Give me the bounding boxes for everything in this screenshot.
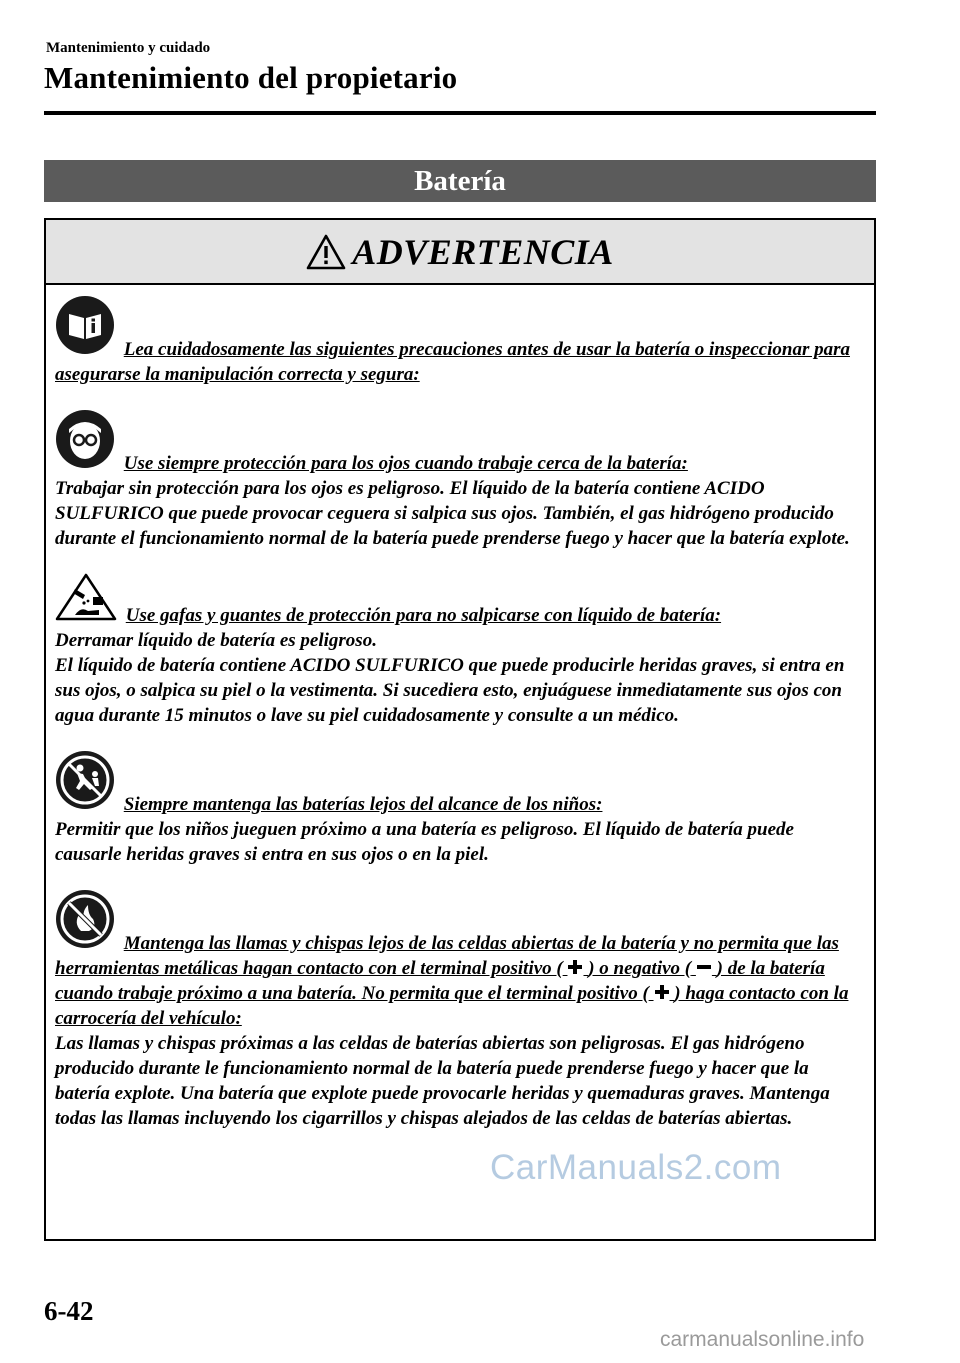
title-divider [44, 111, 876, 115]
eye-protection-icon [55, 409, 115, 469]
warning-item-no-flames [55, 889, 865, 1131]
warning-item-eye-protection [55, 409, 865, 551]
warning-item-heading: Lea cuidadosamente las siguientes precauciones antes de usar la batería o inspeccionar para asegurarse la manipulación correcta y segura: [55, 339, 850, 385]
warning-box [44, 218, 876, 1241]
warning-body [46, 285, 874, 1131]
acid-hazard-icon [55, 573, 117, 621]
watermark: CarManuals2.com [490, 1148, 782, 1187]
section-title: Batería [44, 160, 876, 202]
page-number: 6-42 [44, 1296, 94, 1326]
warning-triangle-icon [306, 234, 346, 270]
keep-children-away-icon [55, 750, 115, 810]
page-title: Mantenimiento del propietario [44, 60, 458, 95]
heading-part: ) o negativo ( [588, 958, 692, 979]
warning-item-description: Trabajar sin protección para los ojos es peligroso. El líquido de la batería contiene ACIDO SULFURICO que puede provocar ceguera si salpica sus ojos. También, el gas hidrógeno producido durante el funcionamiento normal de la batería puede prenderse fuego y hacer que la batería explote. [55, 478, 850, 549]
warning-item-heading: Use gafas y guantes de protección para no salpicarse con líquido de batería: [125, 605, 722, 626]
warning-title: ADVERTENCIA [352, 231, 614, 272]
warning-header [46, 220, 874, 285]
read-manual-icon [55, 295, 115, 355]
heading-part: Mantenga las llamas y chispas lejos de las celdas abiertas de la batería y no permita que las herramientas metálicas hagan contacto con el terminal positivo ( [55, 933, 839, 979]
plus-symbol-icon [654, 984, 670, 1000]
warning-item-acid [55, 573, 865, 728]
warning-item-heading [55, 933, 848, 1029]
warning-item-heading: Siempre mantenga las baterías lejos del alcance de los niños: [123, 794, 603, 815]
warning-item-heading: Use siempre protección para los ojos cuando trabaje cerca de la batería: [123, 453, 688, 474]
site-watermark: carmanualsonline.info [660, 1328, 865, 1351]
warning-item-description: Derramar líquido de batería es peligroso. [55, 630, 377, 651]
plus-symbol-icon [567, 959, 583, 975]
heading-part: ) haga contacto con la carrocería del vehículo: [55, 983, 849, 1029]
minus-symbol-icon [696, 959, 712, 975]
heading-part: ) de la batería cuando trabaje próximo a una batería. No permita que el terminal positivo ( [55, 958, 825, 1004]
warning-item-read-manual [55, 295, 865, 387]
no-flames-icon [55, 889, 115, 949]
breadcrumb: Mantenimiento y cuidado [46, 40, 211, 56]
warning-item-description: Permitir que los niños jueguen próximo a una batería es peligroso. El líquido de batería puede causarle heridas graves si entra en sus ojos o en la piel. [55, 819, 794, 865]
warning-item-description: El líquido de batería contiene ACIDO SULFURICO que puede producirle heridas graves, si entra en sus ojos, o salpica su piel o la vestimenta. Si sucediera esto, enjuáguese inmediatamente sus ojos con agua durante 15 minutos o lave su piel cuidadosamente y consulte a un médico. [55, 655, 845, 726]
warning-item-description: Las llamas y chispas próximas a las celdas de baterías abiertas son peligrosas. El gas hidrógeno producido durante le funcionamiento normal de la batería puede prenderse fuego y hacer que la batería explote. Una batería que explote puede provocarle heridas y quemaduras graves. Mantenga todas las llamas incluyendo los cigarrillos y chispas alejados de las celdas de baterías abiertas. [55, 1033, 830, 1129]
warning-item-children [55, 750, 865, 867]
